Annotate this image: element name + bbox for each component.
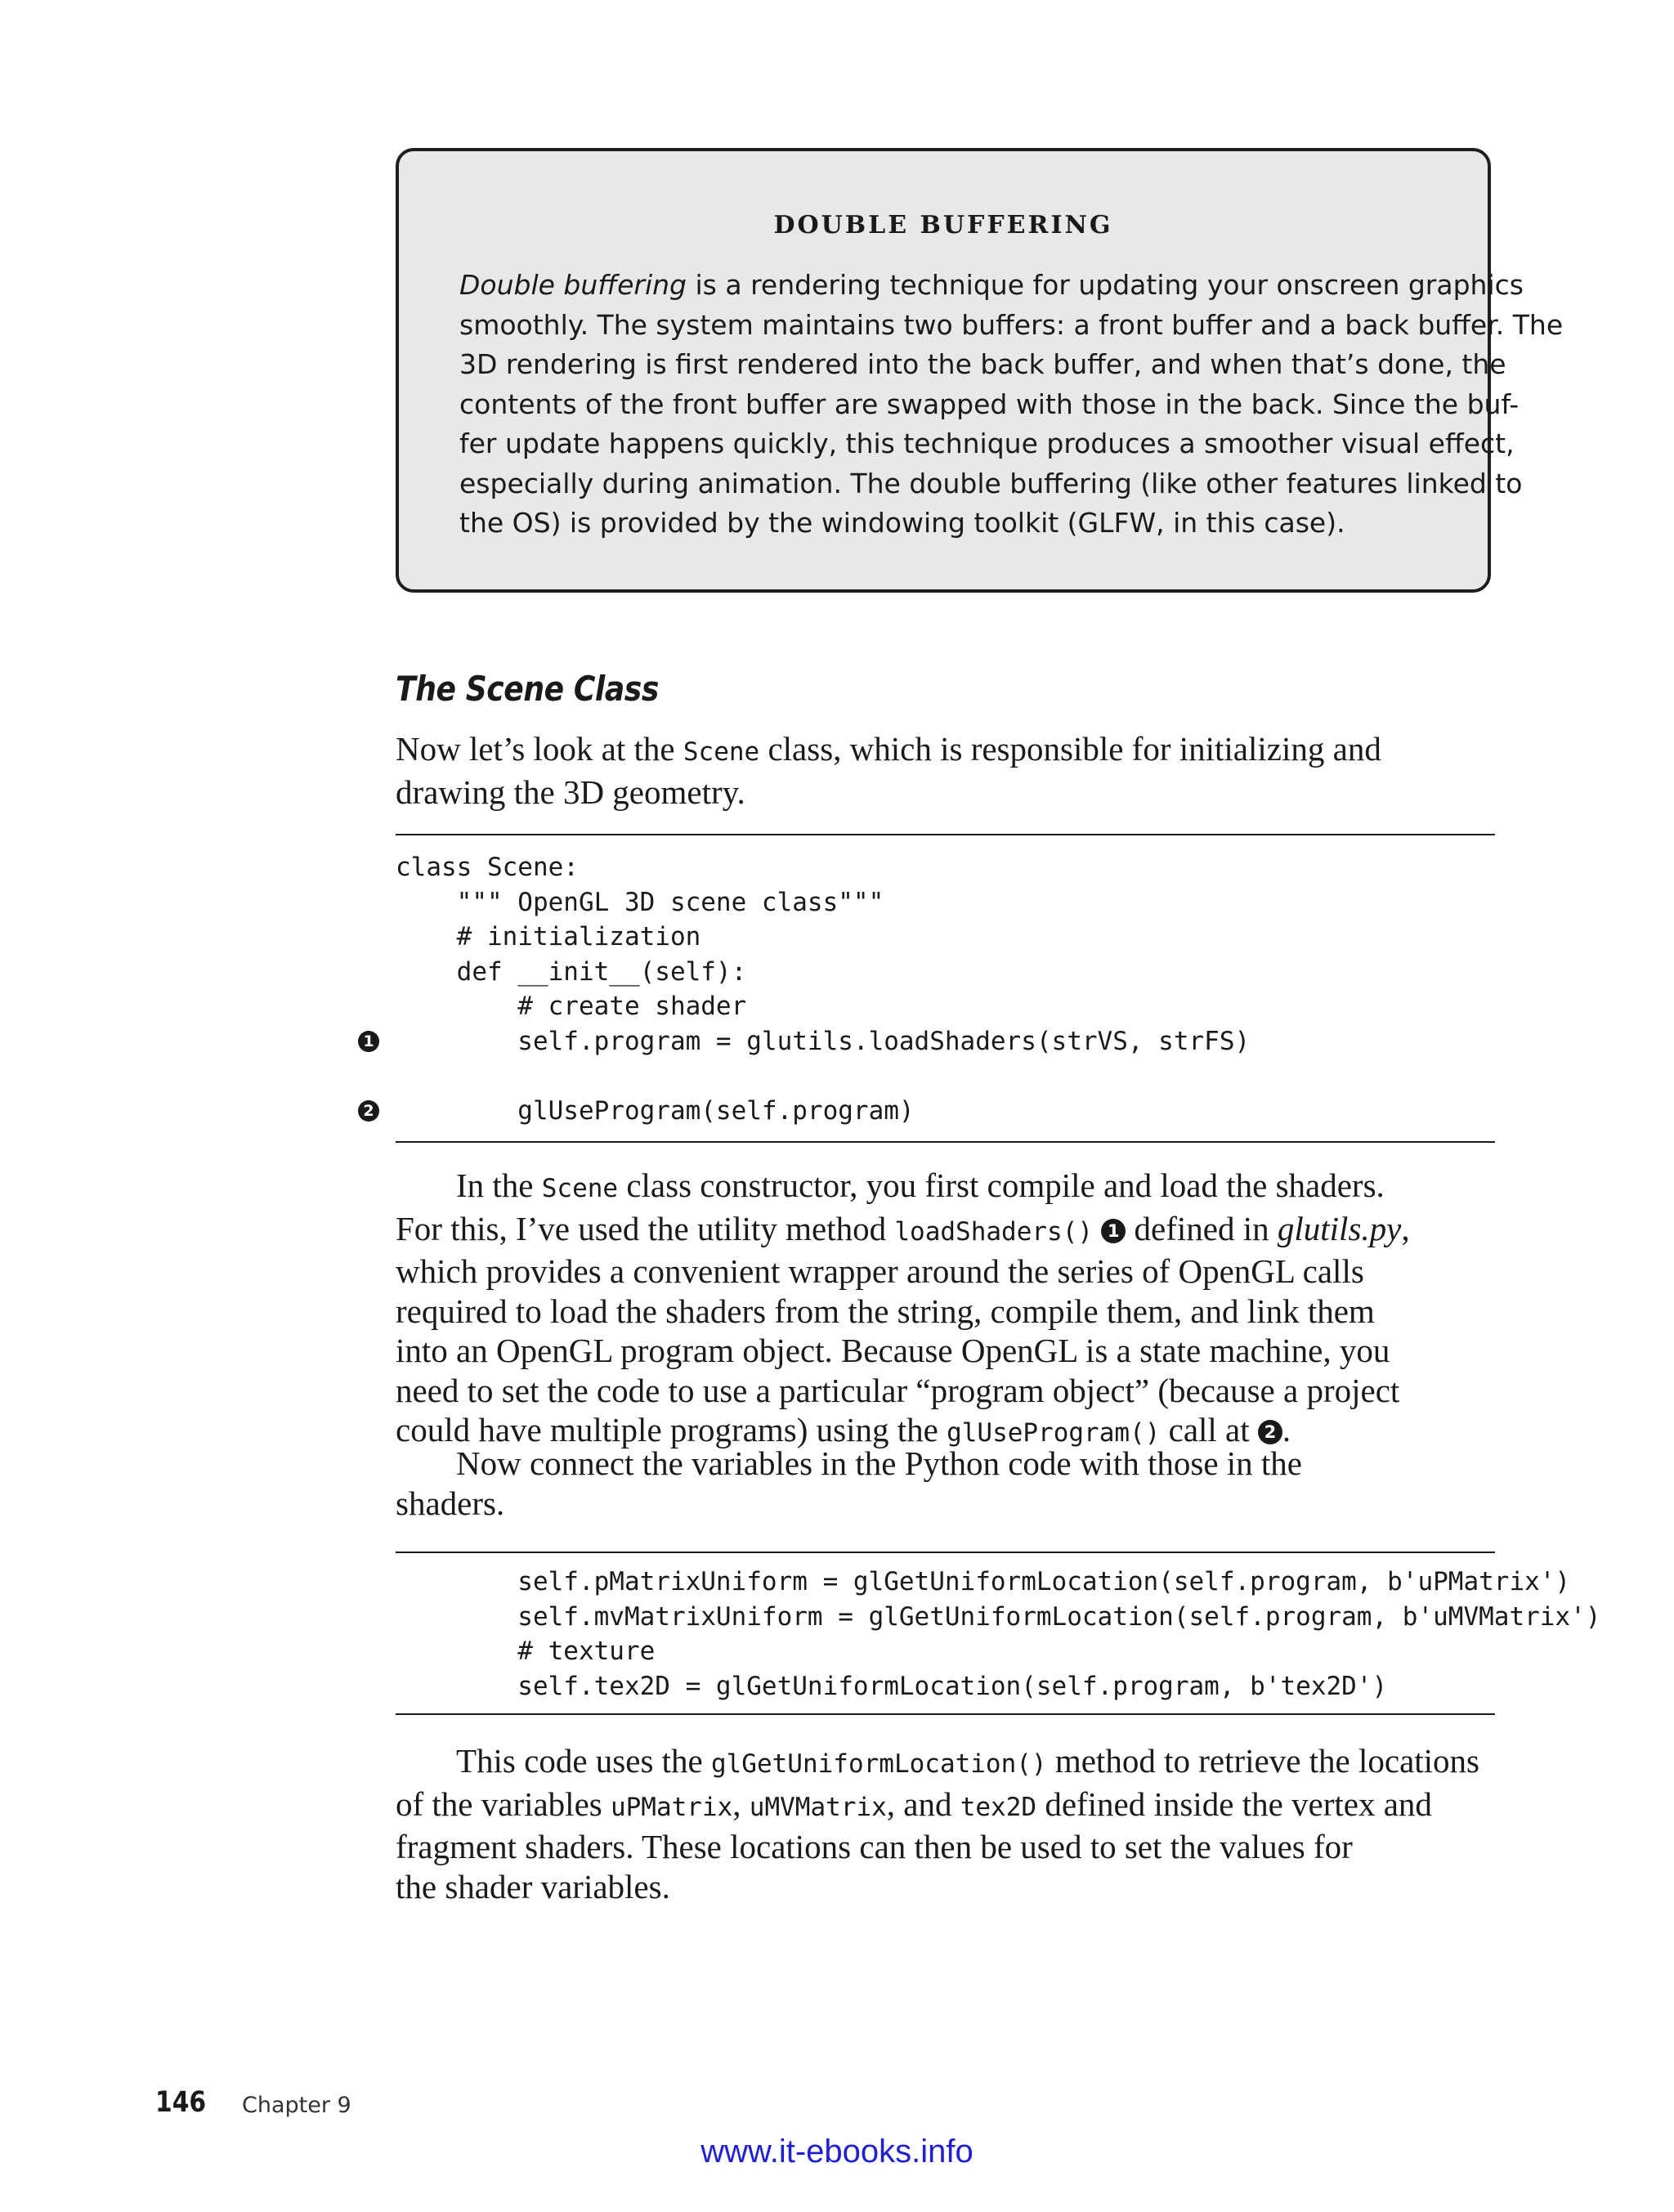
body-paragraph-2: [396, 1166, 1495, 1453]
text-line: [396, 1827, 1495, 1867]
text-run: the shader variables.: [396, 1867, 670, 1905]
text-line: [459, 266, 1524, 306]
text-line: [396, 772, 1495, 813]
text-line: [396, 1741, 1495, 1784]
callout-marker: 2: [1258, 1420, 1282, 1444]
sidebar-body: [459, 266, 1564, 544]
text-run: the OS) is provided by the windowing toolkit (GLFW, in this case).: [459, 507, 1345, 539]
code-line: self.tex2D = glGetUniformLocation(self.program, b'tex2D'): [396, 1671, 1388, 1701]
inline-code: Scene: [541, 1174, 619, 1203]
code-line: def __init__(self):: [396, 956, 747, 987]
inline-code: glGetUniformLocation(): [710, 1749, 1047, 1779]
text-run: In the: [456, 1166, 542, 1204]
code-line: self.mvMatrixUniform = glGetUniformLocation(self.program, b'uMVMatrix'): [396, 1601, 1601, 1632]
text-line: [396, 1292, 1495, 1332]
code-line: # create shader: [396, 992, 747, 1021]
text-run: smoothly. The system maintains two buffers: a front buffer and a back buffer. The: [459, 308, 1564, 341]
text-line: [459, 385, 1520, 425]
text-run: fer update happens quickly, this technique produces a smoother visual effect,: [459, 428, 1515, 459]
code-line: self.program = glutils.loadShaders(strVS, strFS): [396, 1026, 1251, 1056]
text-run: drawing the 3D geometry.: [396, 772, 745, 811]
text-run: Now connect the variables in the Python code with those in the: [456, 1444, 1303, 1482]
text-line: [396, 1331, 1495, 1371]
text-run: call at: [1160, 1411, 1258, 1449]
text-run: into an OpenGL program object. Because OpenGL is a state machine, you: [396, 1332, 1390, 1369]
text-line: [459, 504, 1440, 544]
text-run: is a rendering technique for updating your onscreen graphics: [687, 269, 1524, 301]
listing-1-top-rule: [396, 834, 1495, 835]
callout-marker-1: 1: [358, 1031, 379, 1052]
text-run: especially during animation. The double buffering (like other features linked to: [459, 467, 1523, 499]
text-run: defined inside the vertex and: [1036, 1784, 1432, 1823]
text-line: [459, 345, 1506, 385]
text-run: , and: [886, 1784, 960, 1823]
watermark-link[interactable]: www.it-ebooks.info: [700, 2134, 974, 2169]
sidebar-title: DOUBLE BUFFERING: [773, 211, 1113, 240]
code-line: class Scene:: [396, 853, 579, 882]
text-run: 3D rendering is first rendered into the back buffer, and when that’s done, the: [459, 348, 1506, 380]
page-number: 146: [155, 2086, 207, 2119]
intro-paragraph: [396, 729, 1495, 812]
text-run: contents of the front buffer are swapped with those in the back. Since the buf-: [459, 387, 1520, 420]
text-line: [459, 306, 1564, 346]
text-run: method to retrieve the locations: [1046, 1742, 1480, 1780]
listing-2-top-rule: [396, 1552, 1495, 1553]
text-run: ,: [1401, 1209, 1410, 1247]
callout-marker-2: 2: [358, 1100, 379, 1122]
text-run: [1093, 1210, 1101, 1247]
text-run: of the variables: [396, 1784, 611, 1823]
text-run: which provides a convenient wrapper around the series of OpenGL calls: [396, 1252, 1364, 1290]
code-line: """ OpenGL 3D scene class""": [396, 887, 884, 917]
text-run: fragment shaders. These locations can then be used to set the values for: [396, 1828, 1353, 1865]
emphasis-text: glutils.py: [1277, 1209, 1402, 1247]
text-line: [459, 464, 1523, 504]
text-run: required to load the shaders from the string, compile them, and link them: [396, 1292, 1375, 1330]
code-listing-2: [396, 1565, 1600, 1704]
text-line: [459, 424, 1515, 464]
text-run: could have multiple programs) using the: [396, 1411, 947, 1449]
inline-code: loadShaders(): [894, 1216, 1094, 1247]
text-line: [396, 1867, 1495, 1907]
inline-code: uPMatrix: [610, 1792, 733, 1822]
text-line: [396, 1784, 1495, 1828]
text-run: .: [1282, 1411, 1291, 1449]
section-heading: The Scene Class: [396, 669, 659, 709]
text-line: [396, 1444, 1495, 1484]
text-run: ,: [732, 1784, 750, 1823]
text-run: For this, I’ve used the utility method: [396, 1209, 895, 1247]
text-line: [396, 1371, 1495, 1411]
text-line: [396, 1252, 1495, 1292]
text-line: [396, 1209, 1495, 1252]
emphasis-text: Double buffering: [459, 269, 687, 301]
code-line: # texture: [396, 1637, 656, 1666]
code-line: [396, 1059, 1250, 1094]
listing-2-bottom-rule: [396, 1713, 1495, 1715]
code-line: self.pMatrixUniform = glGetUniformLocation(self.program, b'uPMatrix'): [396, 1567, 1571, 1596]
text-run: class, which is responsible for initializing and: [759, 730, 1381, 768]
listing-1-bottom-rule: [396, 1141, 1495, 1143]
inline-code: Scene: [683, 737, 760, 767]
text-run: Now let’s look at the: [396, 730, 683, 768]
code-line: glUseProgram(self.program): [396, 1095, 915, 1126]
text-line: [396, 1166, 1495, 1209]
inline-code: glUseProgram(): [947, 1418, 1161, 1448]
text-line: [396, 1484, 1495, 1524]
callout-marker: 1: [1101, 1219, 1126, 1243]
text-run: need to set the code to use a particular “program object” (because a project: [396, 1371, 1400, 1409]
text-run: shaders.: [396, 1484, 505, 1522]
chapter-label: Chapter 9: [242, 2093, 351, 2118]
inline-code: uMVMatrix: [749, 1792, 887, 1822]
code-listing-1: [396, 850, 1250, 1128]
body-paragraph-3: [396, 1444, 1495, 1523]
sidebar-box: [396, 148, 1564, 593]
text-line: [396, 729, 1495, 772]
text-run: class constructor, you first compile and load the shaders.: [618, 1166, 1385, 1204]
text-run: This code uses the: [456, 1742, 711, 1780]
code-line: # initialization: [396, 922, 701, 952]
text-run: defined in: [1126, 1209, 1278, 1247]
inline-code: tex2D: [960, 1792, 1037, 1822]
body-paragraph-4: [396, 1741, 1495, 1906]
